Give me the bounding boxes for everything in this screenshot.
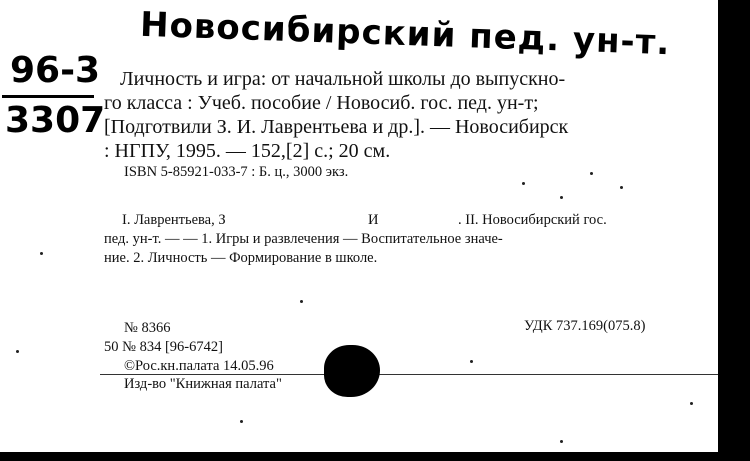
entry-line-1: Личность и игра: от начальной школы до выпускно- bbox=[120, 68, 566, 90]
copyright-line: ©Рос.кн.палата 14.05.96 bbox=[124, 358, 274, 374]
tracing-line-1a: I. Лаврентьева, З bbox=[122, 212, 226, 228]
tracing-line-1b: И bbox=[368, 212, 379, 228]
speck bbox=[560, 440, 563, 443]
tracing-line-1c: . II. Новосибирский гос. bbox=[458, 212, 607, 228]
handwritten-inventory-number: 3307 bbox=[5, 100, 106, 141]
footer-rule bbox=[100, 374, 718, 375]
speck bbox=[590, 172, 593, 175]
handwritten-shelf-number: 96-3 bbox=[10, 50, 101, 91]
tracing-line-3: ние. 2. Личность — Формирование в школе. bbox=[104, 250, 378, 266]
speck bbox=[522, 182, 525, 185]
ink-blot bbox=[324, 345, 380, 397]
entry-line-2: го класса : Учеб. пособие / Новосиб. гос. пед. ун-т; bbox=[104, 92, 539, 114]
speck bbox=[690, 402, 693, 405]
isbn-line: ISBN 5-85921-033-7 : Б. ц., 3000 экз. bbox=[124, 164, 349, 180]
entry-line-4: : НГПУ, 1995. — 152,[2] с.; 20 см. bbox=[104, 140, 391, 162]
entry-line-3: [Подготвили З. И. Лаврентьева и др.]. — Новосибирск bbox=[104, 116, 569, 138]
handwritten-fraction-line bbox=[2, 95, 94, 98]
speck bbox=[560, 196, 563, 199]
card-number: № 8366 bbox=[124, 320, 171, 336]
speck bbox=[40, 252, 43, 255]
speck bbox=[240, 420, 243, 423]
speck bbox=[620, 186, 623, 189]
speck bbox=[300, 300, 303, 303]
registration-number: 50 № 834 [96-6742] bbox=[104, 339, 223, 355]
speck bbox=[470, 360, 473, 363]
speck bbox=[16, 350, 19, 353]
publisher-line: Изд-во "Книжная палата" bbox=[124, 376, 282, 392]
tracing-line-2: пед. ун-т. — — 1. Игры и развлечения — Воспитательное значе- bbox=[104, 231, 503, 247]
handwritten-header: Новосибирский пед. ун-т. bbox=[139, 4, 671, 64]
udk-code: УДК 737.169(075.8) bbox=[524, 318, 646, 334]
